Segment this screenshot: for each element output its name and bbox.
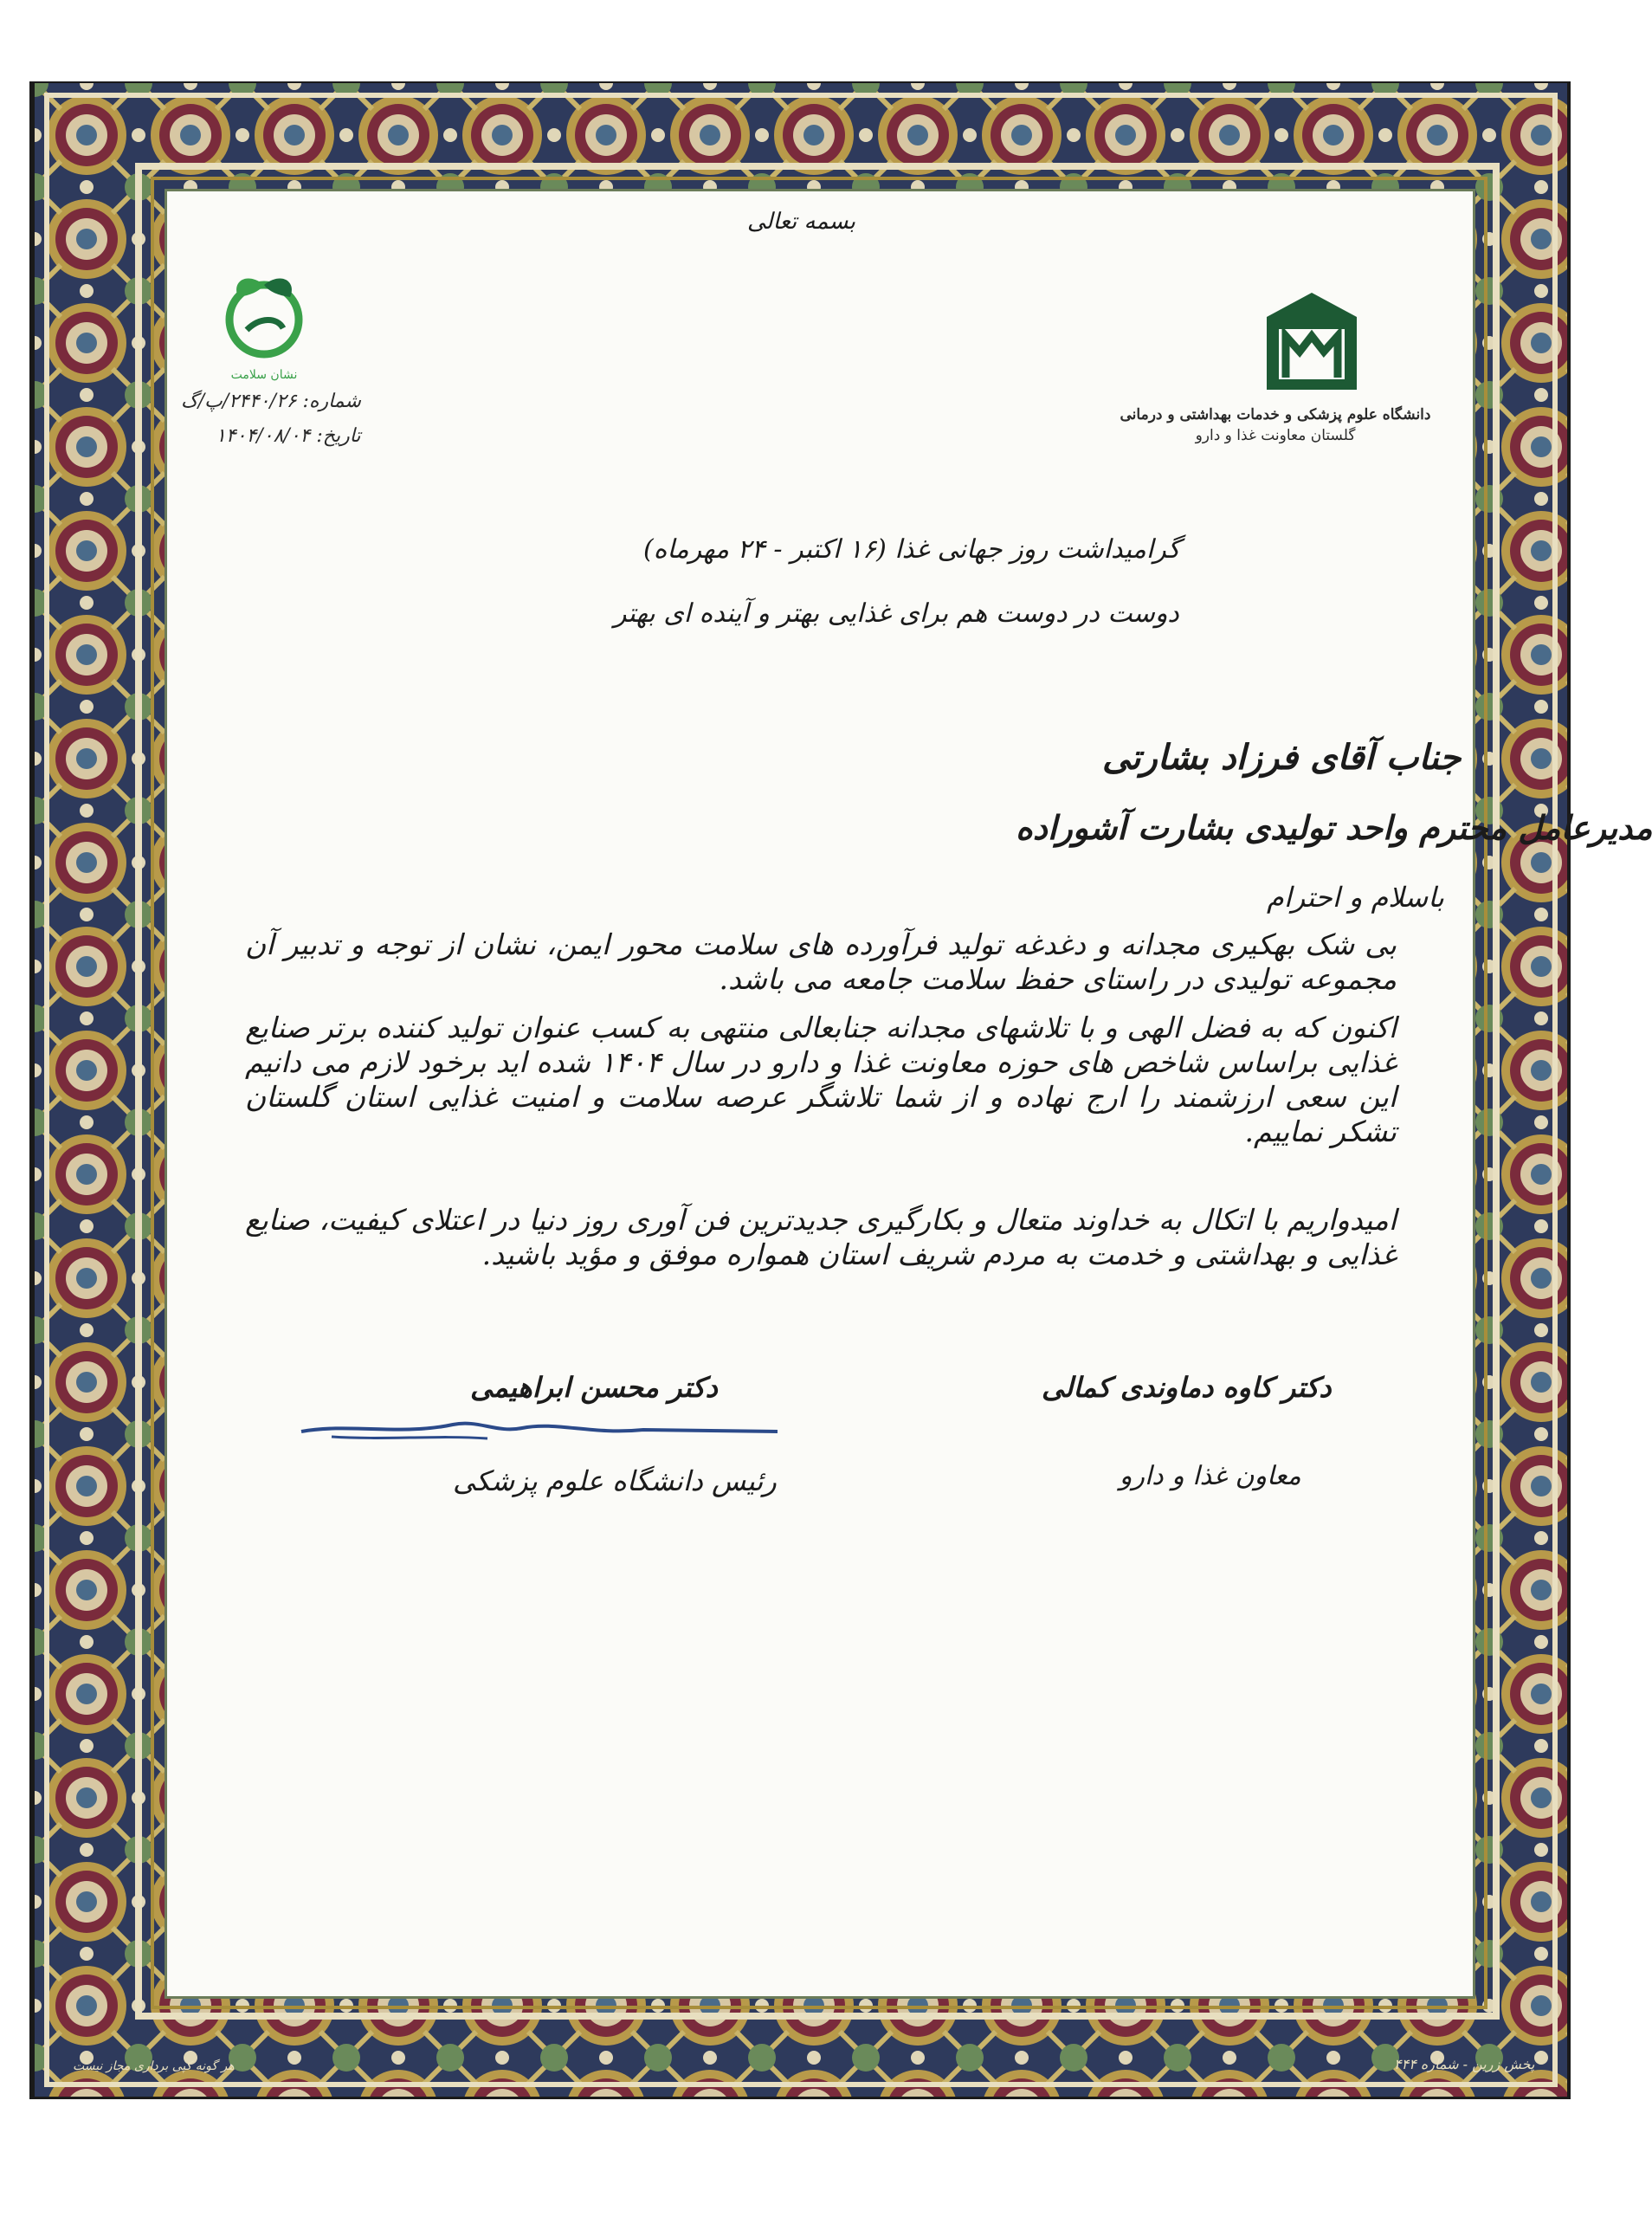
logo-caption: نشان سلامت	[230, 368, 298, 382]
university-name: دانشگاه علوم پزشکی و خدمات بهداشتی و درمانی	[1120, 406, 1431, 423]
recipient-title: مدیرعامل محترم واحد تولیدی بشارت آشوراده	[1016, 808, 1652, 847]
occasion-line-1: گرامیداشت روز جهانی غذا (۱۶ اکتبر - ۲۴ مهرماه)	[643, 534, 1181, 565]
paragraph-1: بی شک بهکیری مجدانه و دغدغه تولید فرآورده های سلامت محور ایمن، نشان از توجه و تدبیر آن مجموعه تولیدی در راستای حفظ سلامت جامعه می باشد.	[245, 928, 1397, 996]
left-signatory-name: دکتر محسن ابراهیمی	[470, 1371, 718, 1404]
university-logo	[1260, 291, 1364, 397]
occasion-line-2: دوست در دوست هم برای غذایی بهتر و آینده ای بهتر	[614, 598, 1179, 629]
footer-note: هر گونه کپی برداری مجاز نیست	[73, 2059, 235, 2073]
greeting: باسلام و احترام	[1267, 881, 1444, 914]
letter-date: تاریخ: ۱۴۰۴/۰۸/۰۴	[216, 425, 361, 447]
leaf-logo-icon	[212, 269, 316, 365]
paragraph-2: اکنون که به فضل الهی و با تلاشهای مجدانه جنابعالی منتهی به کسب عنوان تولید کننده برتر صنایع غذایی براساس شاخص های حوزه معاونت غذا و دارو در سال ۱۴۰۴ شده اید برخود لازم می دانیم این سعی ارزشمند را ارج نهاده و از شما تلاشگر عرصه سلامت و امنیت غذایی استان گلستان تشکر نماییم.	[245, 1011, 1397, 1148]
recipient-name: جناب آقای فرزاد بشارتی	[1102, 737, 1462, 778]
left-signature-mark	[297, 1397, 782, 1458]
footer-printer: پخش زرین - شماره ۴۴۴	[1394, 2056, 1535, 2072]
letter-number: شماره: ۲۴۴۰/۲۶/پ/گ	[181, 391, 361, 412]
certificate-paper	[165, 189, 1652, 1999]
left-signatory-title: رئیس دانشگاه علوم پزشکی	[453, 1464, 777, 1497]
right-signatory-name: دکتر کاوه دماوندی کمالی	[1042, 1371, 1332, 1404]
certificate-frame	[35, 83, 1652, 2097]
university-department: گلستان معاونت غذا و دارو	[1195, 427, 1356, 444]
university-emblem-icon	[1260, 291, 1364, 393]
health-logo	[212, 269, 316, 382]
right-signatory-title: معاون غذا و دارو	[1120, 1461, 1301, 1491]
bismillah: بسمه تعالی	[747, 209, 855, 235]
paragraph-3: امیدواریم با اتکال به خداوند متعال و بکارگیری جدیدترین فن آوری روز دنیا در اعتلای کیفیت، صنایع غذایی و بهداشتی و خدمت به مردم شریف استان همواره موفق و مؤید باشید.	[245, 1203, 1397, 1271]
